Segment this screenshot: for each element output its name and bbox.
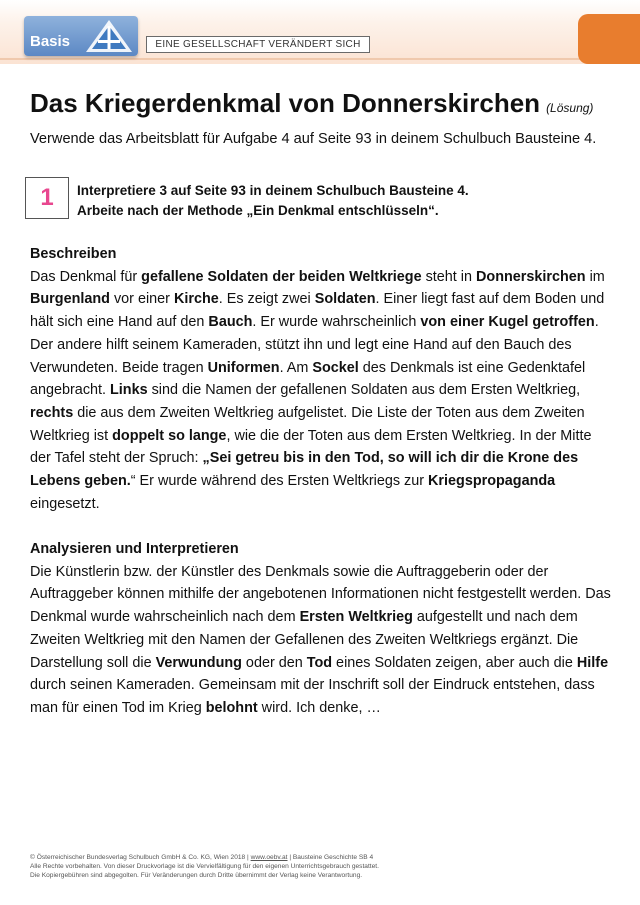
basis-logo (24, 16, 138, 56)
footer-book: | Bausteine Geschichte SB 4 (287, 854, 374, 861)
emphasis-text: belohnt (205, 699, 258, 716)
body-text: wird. Ich denke, … (257, 699, 381, 716)
body-text: Das Denkmal für (30, 268, 142, 285)
task-number-box: 1 (25, 177, 69, 219)
task-instructions (77, 181, 469, 221)
describe-paragraph (30, 266, 615, 516)
emphasis-text: rechts (30, 404, 74, 421)
title-note: (Lösung) (546, 101, 594, 115)
analyze-heading: Analysieren und Interpretieren (30, 541, 239, 557)
emphasis-text: Links (110, 382, 148, 399)
body-text: eingesetzt. (30, 495, 100, 512)
body-text: . Einer liegt fast auf dem Boden und hält sich eine Hand auf den (30, 291, 605, 331)
emphasis-text: Tod (306, 654, 333, 671)
body-text: durch seinen Kameraden. Gemeinsam mit der Inschrift soll der Eindruck entstehen, dass man für einen Tod im Krieg (30, 677, 595, 716)
triangle-logo-icon (84, 18, 134, 54)
analyze-section (30, 538, 615, 720)
emphasis-text: Bauch (208, 314, 253, 331)
header-divider (0, 58, 640, 60)
emphasis-text: Sockel (312, 359, 359, 376)
body-text: , wie die der Toten aus dem Ersten Weltkrieg. In der Mitte der Tafel steht der Spruch: (30, 427, 592, 467)
emphasis-text: doppelt so lange (112, 427, 227, 444)
body-text: steht in (421, 268, 477, 285)
emphasis-text: Verwundung (155, 654, 242, 671)
body-text: . Es zeigt zwei (218, 291, 315, 308)
body-text: vor einer (109, 291, 174, 308)
emphasis-text: Ersten Weltkrieg (299, 609, 413, 626)
emphasis-text: Donnerskirchen (476, 268, 586, 285)
header-orange-tab (578, 14, 640, 64)
body-text: . Am (279, 359, 313, 376)
body-text: . Er wurde wahrscheinlich (252, 314, 421, 331)
emphasis-text: „Sei getreu bis in den Tod, so will ich dir die Krone des Lebens geben. (30, 450, 579, 490)
emphasis-text: Uniformen (207, 359, 280, 376)
page-title (30, 88, 593, 119)
task-line-1: Interpretiere 3 auf Seite 93 in deinem Schulbuch Bausteine 4. (77, 183, 469, 198)
logo-text: Basis (30, 33, 71, 50)
body-text: sind die Namen der gefallenen Soldaten aus dem Ersten Weltkrieg, (147, 382, 581, 399)
analyze-paragraph (30, 561, 615, 720)
emphasis-text: gefallene Soldaten der beiden Weltkriege (141, 268, 422, 285)
body-text: des Denkmals ist eine Gedenktafel angebracht. (30, 359, 586, 399)
task-line-2: Arbeite nach der Methode „Ein Denkmal entschlüsseln“. (77, 203, 439, 218)
body-text: die aus dem Zweiten Weltkrieg aufgelistet. Die Liste der Toten aus dem Zweiten Weltkrieg ist (30, 404, 585, 444)
footer (30, 853, 379, 880)
body-text: oder den (241, 654, 307, 671)
emphasis-text: von einer Kugel getroffen (420, 314, 595, 331)
emphasis-text: Burgenland (30, 291, 110, 308)
describe-heading: Beschreiben (30, 246, 117, 262)
emphasis-text: Hilfe (576, 654, 609, 671)
body-text: eines Soldaten zeigen, aber auch die (332, 654, 577, 671)
body-text: Die Künstlerin bzw. der Künstler des Denkmals sowie die Auftraggeberin oder der Auftraggeber können mithilfe der angebotenen Informationen nicht festgestellt werden. Das Denkmal wurde wahrscheinlich nach dem (30, 563, 611, 626)
emphasis-text: Soldaten (314, 291, 376, 308)
footer-line-1 (30, 853, 379, 862)
body-text: “ Er wurde während des Ersten Weltkriegs zur (130, 473, 429, 490)
body-text: aufgestellt und nach dem Zweiten Weltkrieg mit den Namen der Gefallenen des Zweiten Weltkriegs ergänzt. Die Darstellung soll die (30, 609, 579, 671)
title-text: Das Kriegerdenkmal von Donnerskirchen (30, 88, 541, 118)
intro-text: Verwende das Arbeitsblatt für Aufgabe 4 auf Seite 93 in deinem Schulbuch Bausteine 4. (30, 131, 597, 147)
describe-section (30, 243, 615, 515)
footer-line-3: Die Kopiergebühren sind abgegolten. Für Veränderungen durch Dritte übernimmt der Verlag keine Verantwortung. (30, 872, 363, 879)
body-text: . Der andere hilft seinem Kameraden, stützt ihn und legt eine Hand auf den Bauch des Verwundeten. Beide tragen (30, 314, 599, 376)
footer-link[interactable]: www.oebv.at (250, 854, 288, 861)
footer-copyright: © Österreichischer Bundesverlag Schulbuch GmbH & Co. KG, Wien 2018 | (30, 854, 251, 861)
footer-line-2: Alle Rechte vorbehalten. Von dieser Druckvorlage ist die Vervielfältigung für den eigenen Unterrichtsgebrauch gestattet. (30, 863, 379, 870)
body-text: im (585, 268, 605, 285)
emphasis-text: Kriegspropaganda (428, 473, 556, 490)
emphasis-text: Kirche (173, 291, 219, 308)
tagline: EINE GESELLSCHAFT VERÄNDERT SICH (146, 36, 370, 53)
